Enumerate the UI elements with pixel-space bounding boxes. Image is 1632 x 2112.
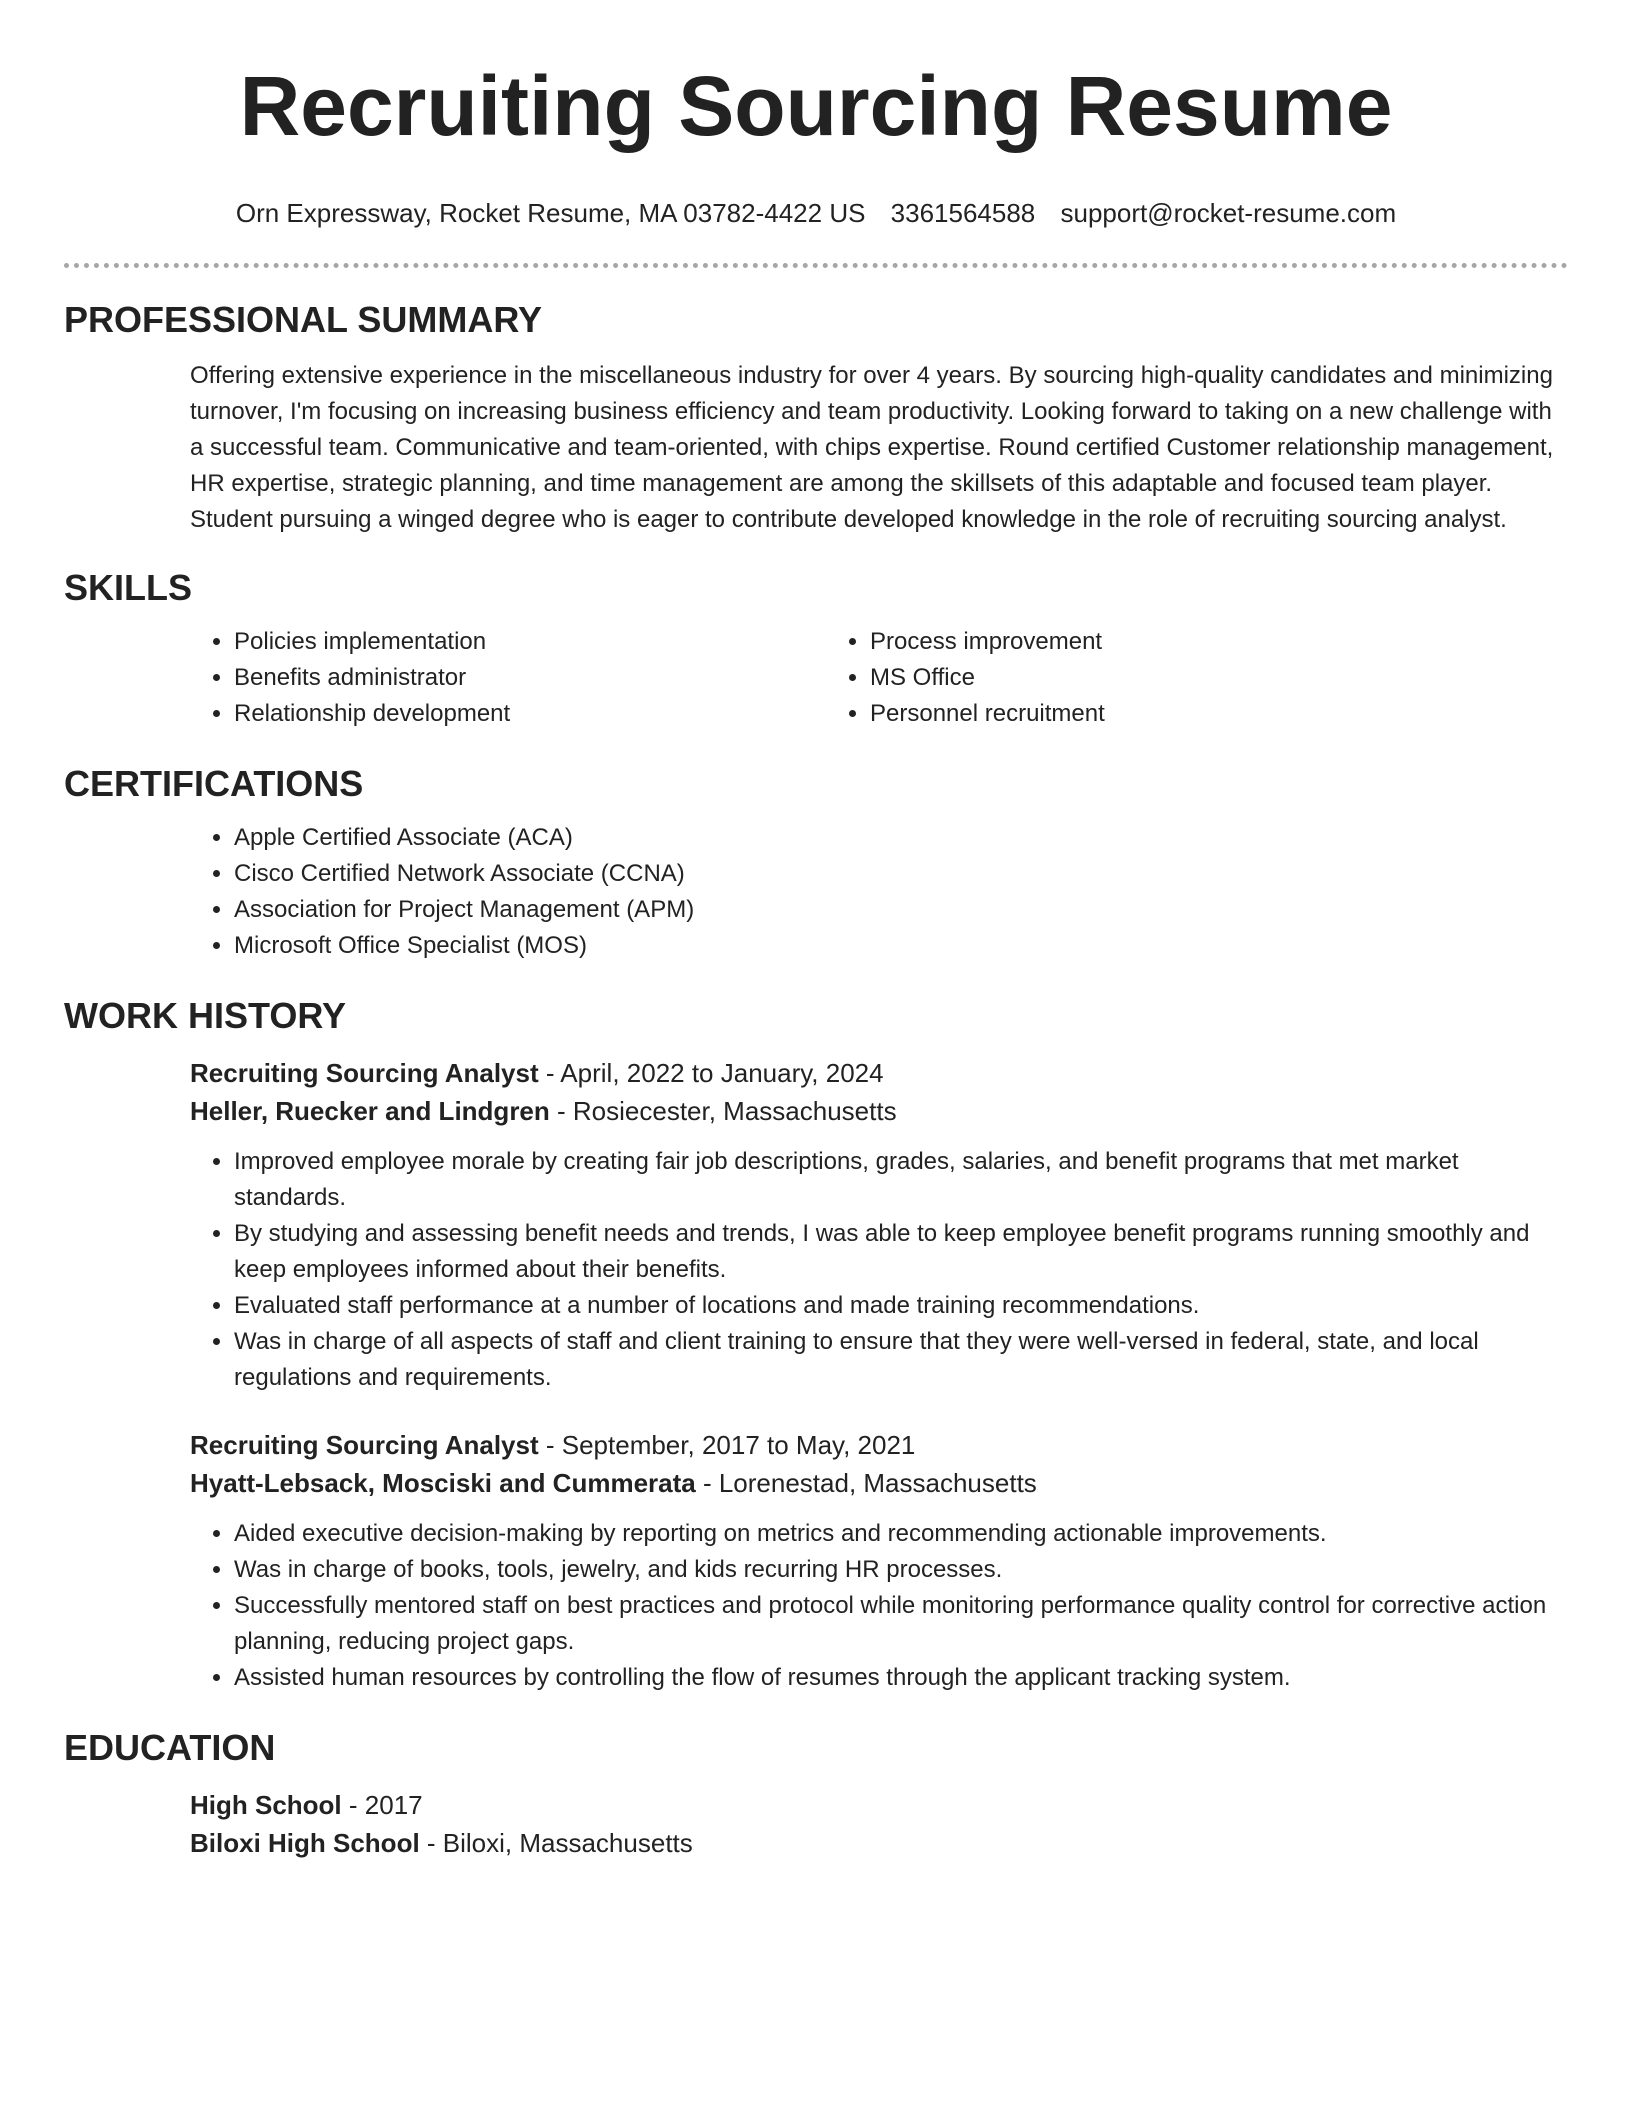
education-school: Biloxi High School [190,1828,420,1858]
job-bullet: • Was in charge of books, tools, jewelry, and kids recurring HR processes. [234,1552,1568,1588]
skills-list-left [190,624,826,732]
job-role: Recruiting Sourcing Analyst [190,1430,539,1460]
job-bullet: • Was in charge of all aspects of staff and client training to ensure that they were well-versed in federal, state, and local regulations and requirements. [234,1324,1568,1396]
job-bullet: • Aided executive decision-making by reporting on metrics and recommending actionable improvements. [234,1516,1568,1552]
job-company-line [190,1464,1568,1502]
job-company: Heller, Ruecker and Lindgren [190,1096,550,1126]
skill-item: • MS Office [870,660,1462,696]
education-degree: High School [190,1790,342,1820]
skills-grid [64,624,1568,732]
contact-line [64,196,1568,230]
education-degree-line [190,1786,1568,1824]
certifications-heading: CERTIFICATIONS [64,763,364,804]
resume-title: Recruiting Sourcing Resume [239,59,1393,153]
header-divider [64,263,1568,268]
job-title-line [190,1426,1568,1464]
job-dates: - April, 2022 to January, 2024 [538,1058,884,1088]
work-history-section [64,994,1568,1696]
job-bullet: • Assisted human resources by controlling the flow of resumes through the applicant tracking system. [234,1660,1568,1696]
job-location: - Rosiecester, Massachusetts [549,1096,897,1126]
job-bullet: • By studying and assessing benefit needs and trends, I was able to keep employee benefit programs running smoothly and keep employees informed about their benefits. [234,1216,1568,1288]
job-bullet: • Successfully mentored staff on best practices and protocol while monitoring performance quality control for corrective action planning, reducing project gaps. [234,1588,1568,1660]
summary-heading: PROFESSIONAL SUMMARY [64,299,543,340]
skills-list-right [826,624,1462,732]
work-history-heading: WORK HISTORY [64,995,347,1036]
contact-phone: 3361564588 [890,198,1036,228]
summary-text: Offering extensive experience in the miscellaneous industry for over 4 years. By sourcing high-quality candidates and minimizing turnover, I'm focusing on increasing business efficiency and team productivity. Looking forward to taking on a new challenge with a successful team. Communicative and team-oriented, with chips expertise. Round certified Customer relationship management, HR expertise, strategic planning, and time management are among the skillsets of this adaptable and focused team player. Student pursuing a winged degree who is eager to contribute developed knowledge in the role of recruiting sourcing analyst. [190,362,1554,533]
certification-item: • Microsoft Office Specialist (MOS) [234,928,1568,964]
job-title-line [190,1054,1568,1092]
job-bullets [190,1516,1568,1696]
education-year: - 2017 [341,1790,423,1820]
job-role: Recruiting Sourcing Analyst [190,1058,539,1088]
certification-item: • Cisco Certified Network Associate (CCNA) [234,856,1568,892]
skills-section [64,566,1568,732]
job-entry [64,1426,1568,1696]
education-school-line [190,1824,1568,1862]
education-section [64,1726,1568,1862]
skill-item: • Relationship development [234,696,826,732]
job-dates: - September, 2017 to May, 2021 [538,1430,916,1460]
certifications-section [64,762,1568,964]
education-location: - Biloxi, Massachusetts [419,1828,693,1858]
education-heading: EDUCATION [64,1727,276,1768]
summary-section [64,298,1568,538]
skill-item: • Process improvement [870,624,1462,660]
job-bullet: • Evaluated staff performance at a number of locations and made training recommendations. [234,1288,1568,1324]
certification-item: • Association for Project Management (APM) [234,892,1568,928]
certifications-list [190,820,1568,964]
job-bullet: • Improved employee morale by creating fair job descriptions, grades, salaries, and benefit programs that met market standards. [234,1144,1568,1216]
certification-item: • Apple Certified Associate (ACA) [234,820,1568,856]
skill-item: • Policies implementation [234,624,826,660]
skill-item: • Personnel recruitment [870,696,1462,732]
skill-item: • Benefits administrator [234,660,826,696]
contact-email: support@rocket-resume.com [1060,198,1397,228]
job-bullets [190,1144,1568,1396]
contact-address: Orn Expressway, Rocket Resume, MA 03782-4422 US [235,198,866,228]
job-location: - Lorenestad, Massachusetts [695,1468,1037,1498]
skills-heading: SKILLS [64,567,193,608]
job-company-line [190,1092,1568,1130]
job-entry [64,1054,1568,1396]
job-company: Hyatt-Lebsack, Mosciski and Cummerata [190,1468,696,1498]
